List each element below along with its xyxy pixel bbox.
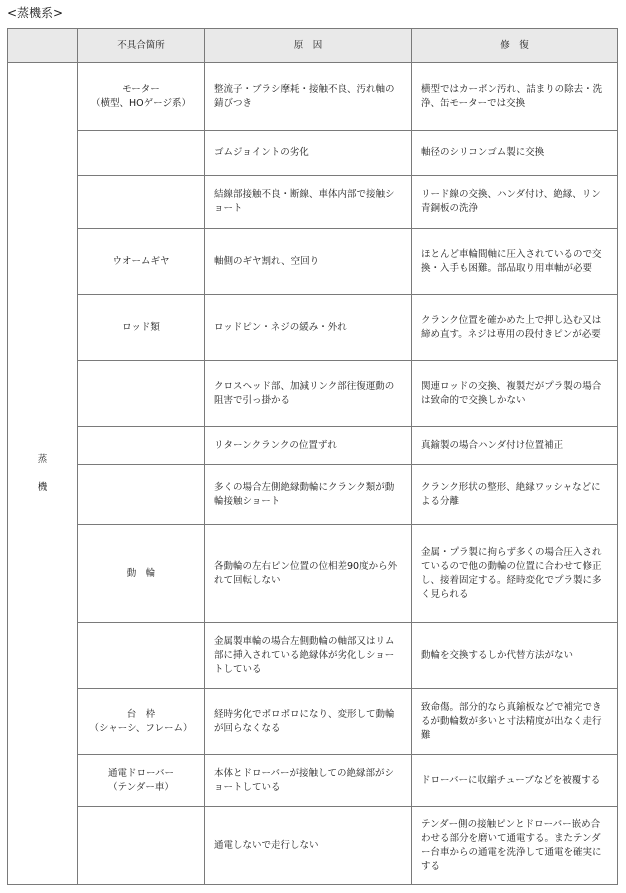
table-row [8, 295, 618, 361]
table-row [8, 623, 618, 689]
part-cell [78, 623, 205, 689]
cause-cell: 金属製車輪の場合左側動輪の軸部又はリム部に挿入されている絶縁体が劣化しショートしている [205, 623, 412, 689]
fix-cell: クランク形状の整形、絶縁ワッシャなどによる分離 [412, 465, 618, 525]
fix-cell: テンダー側の接触ピンとドローバー嵌め合わせる部分を磨いて通電する。またテンダー台車からの通電を洗浄して通電を確実にする [412, 807, 618, 885]
category-label: 蒸機 [37, 453, 48, 493]
table-row [8, 755, 618, 807]
part-cell [78, 361, 205, 427]
table-body [8, 63, 618, 885]
cause-cell: リターンクランクの位置ずれ [205, 427, 412, 465]
header-cause: 原 因 [205, 29, 412, 63]
fix-cell: 横型ではカーボン汚れ、詰まりの除去・洗浄、缶モーターでは交換 [412, 63, 618, 131]
part-cell [78, 131, 205, 176]
part-cell [78, 176, 205, 229]
cause-cell: 整流子・ブラシ摩耗・接触不良、汚れ軸の錆びつき [205, 63, 412, 131]
table-header-row [8, 29, 618, 63]
header-part: 不具合箇所 [78, 29, 205, 63]
fix-cell: 金属・プラ製に拘らず多くの場合圧入されているので他の動輪の位置に合わせて修正し、接着固定する。経時変化でプラ製に多く見られる [412, 525, 618, 623]
cause-cell: 経時劣化でボロボロになり、変形して動輪が回らなくなる [205, 689, 412, 755]
fix-cell: 動輪を交換するしか代替方法がない [412, 623, 618, 689]
cause-cell: 本体とドローバーが接触しての絶縁部がショートしている [205, 755, 412, 807]
table-row [8, 465, 618, 525]
table-row [8, 361, 618, 427]
section-title: <蒸機系> [7, 6, 64, 20]
fix-cell: ドローバーに収縮チューブなどを被覆する [412, 755, 618, 807]
cause-cell: 通電しないで走行しない [205, 807, 412, 885]
table-row [8, 807, 618, 885]
header-category [8, 29, 78, 63]
header-fix: 修 復 [412, 29, 618, 63]
part-cell [78, 427, 205, 465]
cause-cell: 結線部接触不良・断線、車体内部で接触ショート [205, 176, 412, 229]
fix-cell: リード線の交換、ハンダ付け、絶縁、リン青銅板の洗浄 [412, 176, 618, 229]
table-row [8, 427, 618, 465]
cause-cell: ゴムジョイントの劣化 [205, 131, 412, 176]
part-cell [78, 465, 205, 525]
part-cell: 通電ドローバー （テンダー車） [78, 755, 205, 807]
fix-cell: 真鍮製の場合ハンダ付け位置補正 [412, 427, 618, 465]
table-row [8, 176, 618, 229]
table-row [8, 689, 618, 755]
fix-cell: クランク位置を確かめた上で押し込む又は締め直す。ネジは専用の段付きピンが必要 [412, 295, 618, 361]
cause-cell: 各動輪の左右ピン位置の位相差90度から外れて回転しない [205, 525, 412, 623]
fix-cell: 軸径のシリコンゴム製に交換 [412, 131, 618, 176]
cause-cell: 軸側のギヤ割れ、空回り [205, 229, 412, 295]
cause-cell: クロスヘッド部、加減リンク部往復運動の阻害で引っ掛かる [205, 361, 412, 427]
table-row [8, 525, 618, 623]
part-cell: ウオームギヤ [78, 229, 205, 295]
cause-cell: 多くの場合左側絶縁動輪にクランク類が動輪接触ショート [205, 465, 412, 525]
fix-cell: 関連ロッドの交換、複製だがプラ製の場合は致命的で交換しかない [412, 361, 618, 427]
cause-cell: ロッドピン・ネジの緩み・外れ [205, 295, 412, 361]
part-cell: 台 枠 （シャーシ、フレーム） [78, 689, 205, 755]
part-cell: モーター （横型、HOゲージ系） [78, 63, 205, 131]
category-cell [8, 63, 78, 885]
part-cell [78, 807, 205, 885]
part-cell: ロッド類 [78, 295, 205, 361]
table-row [8, 229, 618, 295]
part-cell: 動 輪 [78, 525, 205, 623]
fix-cell: ほとんど車輪間軸に圧入されているので交換・入手も困難。部品取り用車軸が必要 [412, 229, 618, 295]
table-row [8, 131, 618, 176]
fix-cell: 致命傷。部分的なら真鍮板などで補完できるが動輪数が多いと寸法精度が出なく走行難 [412, 689, 618, 755]
table-row [8, 63, 618, 131]
troubleshooting-table [7, 28, 618, 885]
